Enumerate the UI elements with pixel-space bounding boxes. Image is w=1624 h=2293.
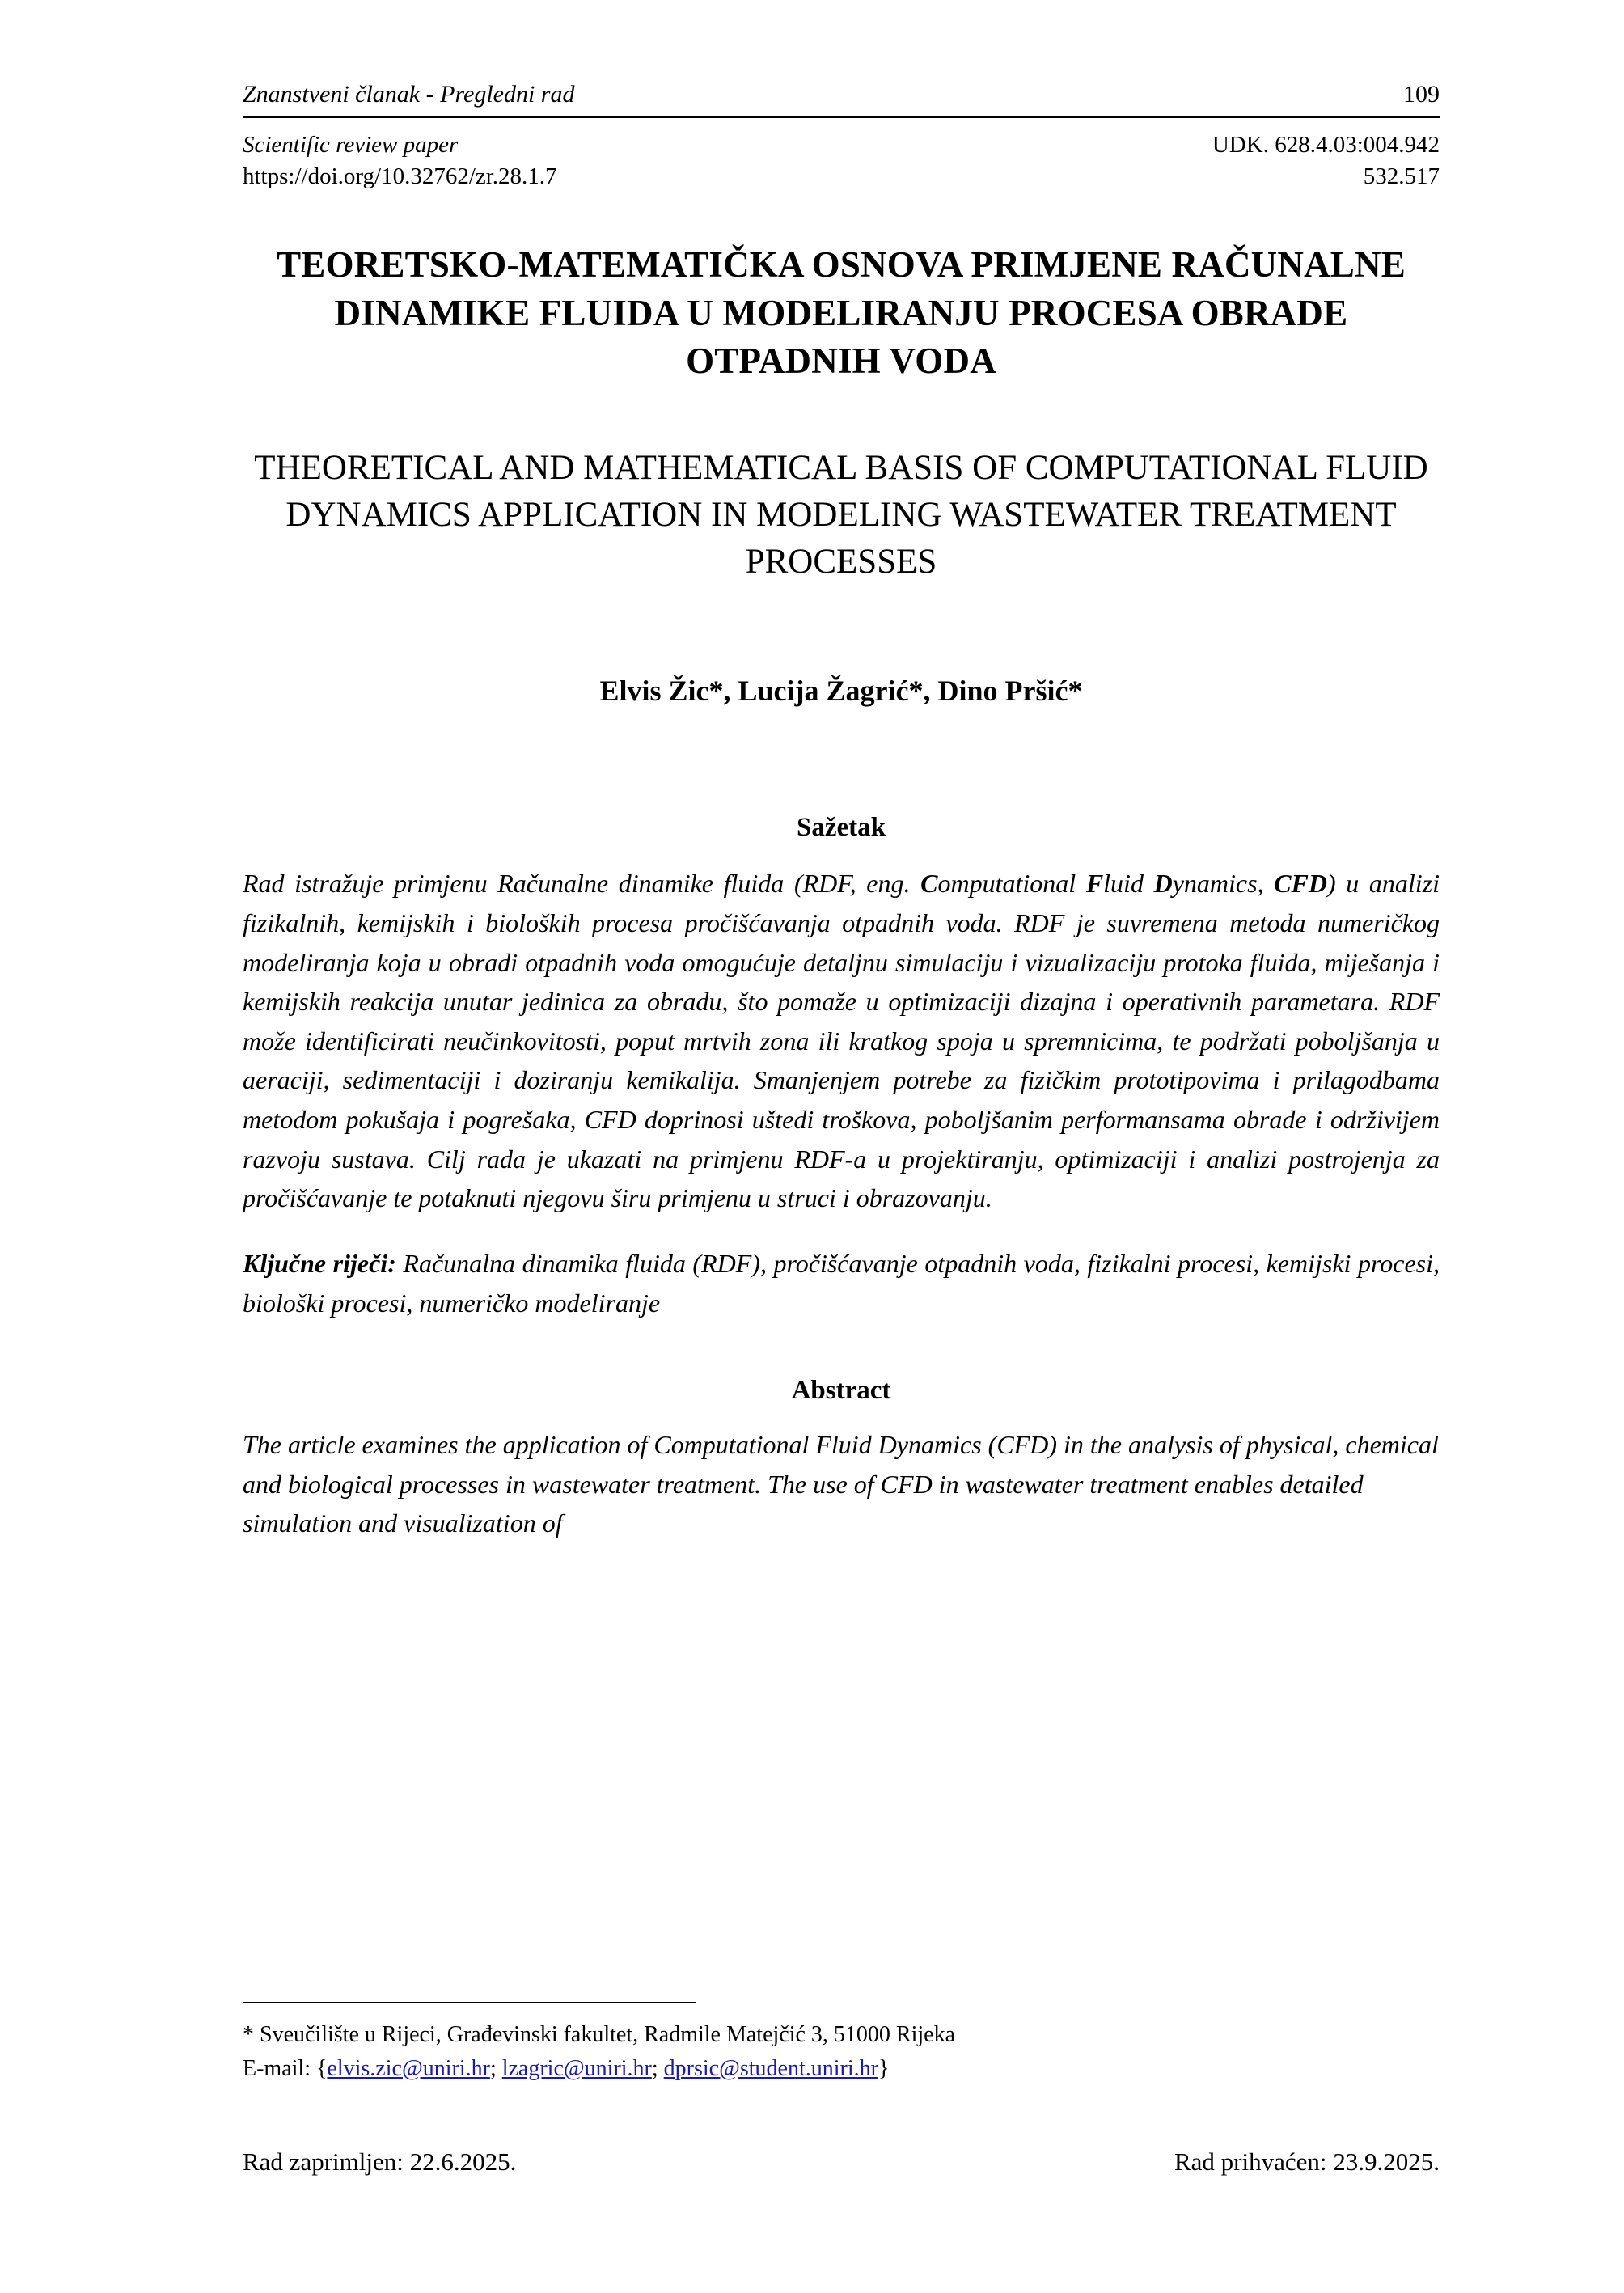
article-type-en: Scientific review paper [243,132,459,158]
email-link-1[interactable]: elvis.zic@uniri.hr [327,2056,490,2081]
sazetak-seg-2: omputational [937,869,1086,899]
keywords-hr [243,1244,1440,1322]
email-sep-1: ; [489,2056,502,2081]
sazetak-seg-5: ) u analizi fizikalnih, kemijskih i bioloških procesa pročišćavanja otpadnih voda. RDF je suvremena metoda numeričkog modeliranja koja u obradi otpadnih voda omogućuje detaljnu simulaciju i vizualizaciju protoka fluida, miješanja i kemijskih reakcija unutar jedinica za obradu, što pomaže u optimizaciji dizajna i operativnih parametara. RDF može identificirati neučinkovitosti, poput mrtvih zona ili kratkog spoja u spremnicima, te podržati poboljšanja u aeraciji, sedimentaciji i doziranju kemikalija. Smanjenjem potrebe za fizičkim prototipovima i prilagodbama metodom pokušaja i pogrešaka, CFD doprinosi uštedi troškova, poboljšanim performansama obrade i održivijem razvoju sustava. Cilj rada je ukazati na primjenu RDF-a u projektiranju, optimizaciji i analizi postrojenja za pročišćavanje te potaknuti njegovu širu primjenu u struci i obrazovanju. [243,869,1440,1213]
submission-dates [243,2147,1440,2177]
udk-line-2: 532.517 [1363,163,1440,190]
sazetak-bold-c: C [920,869,938,899]
page-title-hr: TEORETSKO-MATEMATIČKA OSNOVA PRIMJENE RAČUNALNE DINAMIKE FLUIDA U MODELIRANJU PROCESA OBRADE OTPADNIH VODA [277,244,1406,382]
subheader-right [1212,129,1440,192]
header-divider [243,116,1440,118]
page-content [243,81,1440,1569]
email-sep-2: ; [651,2056,664,2081]
sazetak-heading: Sažetak [797,813,886,843]
doi-link[interactable]: https://doi.org/10.32762/zr.28.1.7 [243,163,557,190]
footnote-divider [243,2002,696,2003]
footnote-block [243,2002,1440,2086]
sazetak-bold-cfd: CFD [1274,869,1327,899]
footnote-affiliation: * Sveučilište u Rijeci, Građevinski fakultet, Radmile Matejčić 3, 51000 Rijeka [243,2022,956,2047]
abstract-heading: Abstract [791,1376,891,1406]
authors-line: Elvis Žic*, Lucija Žagrić*, Dino Pršić* [599,675,1083,708]
email-close: } [878,2056,890,2081]
page-title-en: THEORETICAL AND MATHEMATICAL BASIS OF COMPUTATIONAL FLUID DYNAMICS APPLICATION IN MODELING WASTEWATER TREATMENT PROCESSES [254,449,1428,581]
sazetak-seg-4: ynamics, [1172,869,1275,899]
date-received: Rad zaprimljen: 22.6.2025. [243,2147,517,2176]
email-link-3[interactable]: dprsic@student.uniri.hr [663,2056,878,2081]
udk-line-1: UDK. 628.4.03:004.942 [1212,132,1440,158]
abstract-text: The article examines the application of Computational Fluid Dynamics (CFD) in the analysis of physical, chemical and biological processes in wastewater treatment. The use of CFD in wastewater treatment enables detailed simulation and visualization of [243,1430,1439,1538]
sazetak-text [243,864,1440,1218]
keywords-text: Računalna dinamika fluida (RDF), pročišćavanje otpadnih voda, fizikalni procesi, kemijski procesi, biološki procesi, numeričko modeliranje [243,1248,1440,1318]
page-number: 109 [1403,81,1440,108]
running-head [243,81,1440,108]
sazetak-bold-f: F [1085,869,1104,899]
sazetak-seg-1: Rad istražuje primjenu Računalne dinamike fluida (RDF, eng. [243,869,921,899]
sazetak-bold-d: D [1153,869,1173,899]
email-link-2[interactable]: lzagric@uniri.hr [501,2056,652,2081]
footnote-emails [243,2052,1440,2086]
subheader-left [243,129,557,192]
subheader [243,129,1440,192]
sazetak-seg-3: luid [1103,869,1154,899]
date-accepted: Rad prihvaćen: 23.9.2025. [1174,2147,1440,2176]
keywords-label: Ključne riječi: [243,1248,396,1278]
email-label: E-mail: { [243,2056,328,2081]
article-type-hr: Znanstveni članak - Pregledni rad [243,81,575,108]
